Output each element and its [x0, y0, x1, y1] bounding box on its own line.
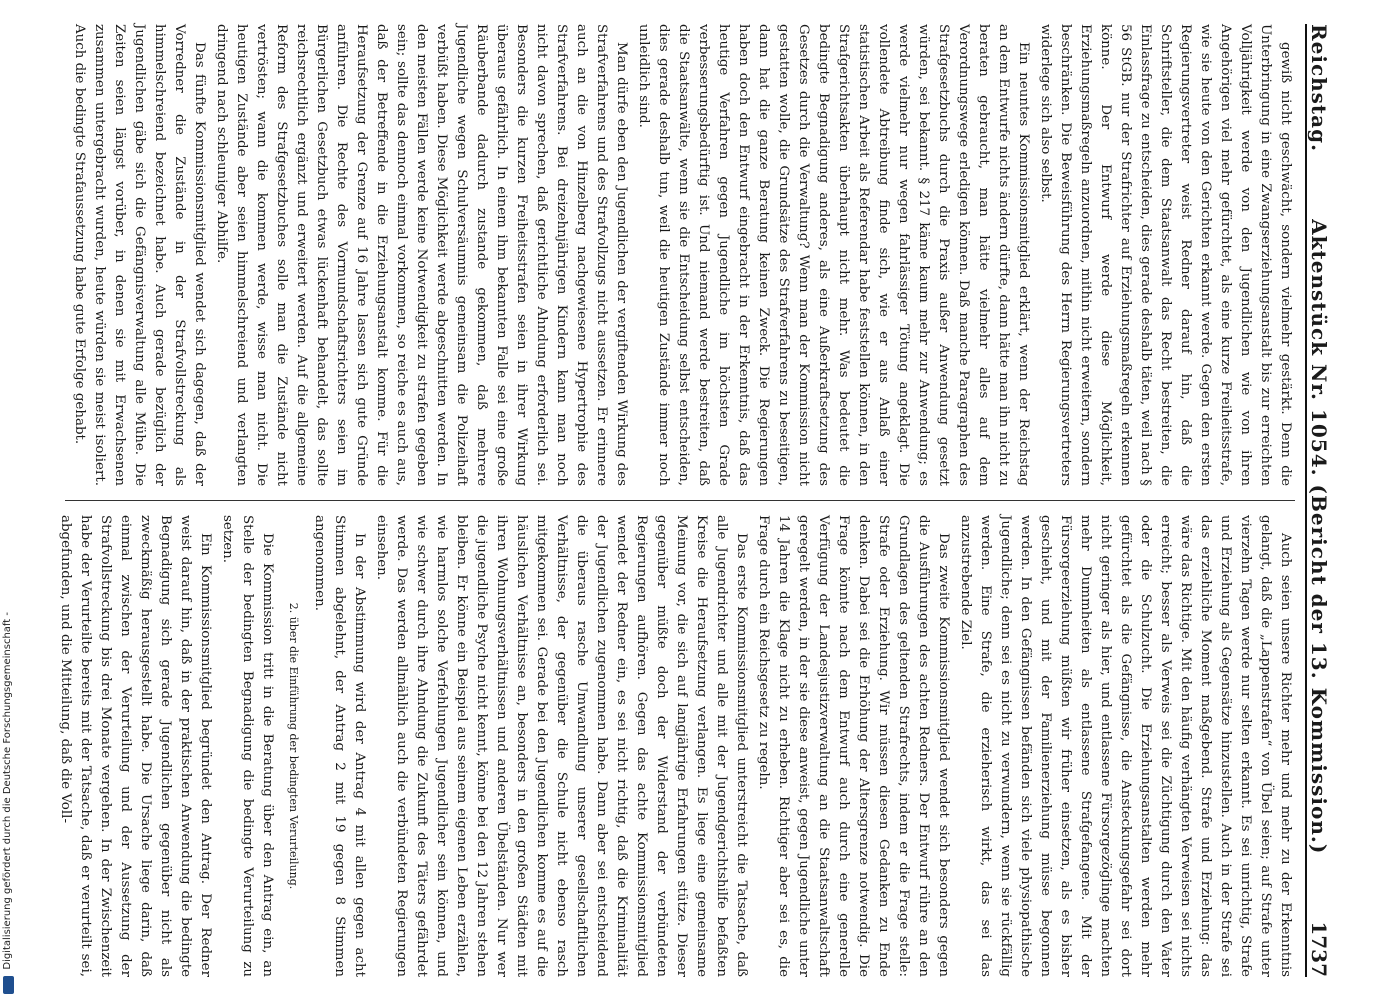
paragraph: gewiß nicht geschwächt, sondern vielmehr gestärkt. Denn die Unterbringung in eine Zwangserziehungsanstalt bis zur erreichten Volljährigkeit werde von den Jugendlichen wie von ihren Angehörigen viel mehr gefürchtet, als eine kurze Freiheitsstrafe, wie sie heute von den Gerichten erkannt werde. Gegen den ersten Regierungsvertreter weist Redner darauf hin, daß die Schriftsteller, die dem Staatsanwalt das Recht bestreiten, die Einlassfrage zu entscheiden, dies gerade deshalb täten, weil nach § 56 StGB. nur der Strafrichter auf Erziehungsmaßregeln erkennen könne. Der Entwurf werde diese Möglichkeit, Erziehungsmaßregeln anzuordnen, mithin nicht erweitern, sondern beschränken. Die Beweisführung des Herrn Regierungsvertreters widerlege sich also selbst. — [1038, 24, 1293, 486]
paragraph: Das zweite Kommissionsmitglied wendet sich besonders gegen die Ausführungen des achten Redners. Der Entwurf rühre an den Grundlagen des geltenden Strafrechts, indem er die Frage stelle: Strafe oder Erziehung. Wir müssen diesen Gedanken zu Ende denken. Dabei sei die Erhöhung der Altersgrenze notwendig. Die Frage könnte nach dem Entwurf auch durch eine generelle Verfügung der Landesjustizverwaltung an die Staatsanwaltschaft geregelt werden, in der sie diese anweist, gegen Jugendliche unter 14 Jahren die Klage nicht zu erheben. Richtiger aber sei es, die Frage durch ein Reichsgesetz zu regeln. — [756, 515, 951, 977]
header-center: Aktenstück Nr. 1054. (Bericht der 13. Kommission.) — [1307, 219, 1331, 855]
paragraph: Auch seien unsere Richter mehr und mehr zu der Erkenntnis gelangt, daß die „Lappenstrafen“ von Übel seien; auf Strafe unter vierzehn Tagen werde nur selten erkannt. Es sei unrichtig, Strafe und Erziehung als Gegensätze hinzustellen. Auch in der Strafe sei das erziehliche Moment maßgebend. Strafe und Erziehung: das wäre das Richtige. Mit den häufig verhängten Verweisen sei nichts erreicht; besser als Verweis sei die Züchtigung durch den Vater oder die Schulzucht. Die Erziehungsanstalten werden mehr gefürchtet als die Gefängnisse, die Ansteckungsgefahr sei dort nicht geringer als hier, und entlassene Fürsorgezöglinge machten mehr Dummheiten als entlassene Strafgefangene. Mit der Fürsorgeerziehung müßten wir früher einsetzen, als es bisher geschieht, und mit der Familienerziehung müsse begonnen werden. In den Gefängnissen befänden sich viele physiopathische Jugendliche; denn sei es nicht zu verwundern, wenn sie rückfällig werden. Eine Strafe, die erzieherisch wirkt, das sei das anzustrebende Ziel. — [958, 515, 1293, 977]
paragraph: Ein Kommissionsmitglied begründet den Antrag. Der Redner weist darauf hin, daß in der praktischen Anwendung die bedingte Begnadigung sich gerade Jugendlichen gegenüber nicht als zweckmäßig herausgestellt habe. Die Ursache liege darin, daß einmal zwischen der Verurteilung und der Aussetzung der Strafvollstreckung bis drei Monate vergehen. In der Zwischenzeit habe der Verurteilte bereits mit der Tatsache, daß er verurteilt sei, abgefunden, und die Mitteilung, daß die Voll- — [58, 515, 213, 977]
credit-strip — [0, 0, 16, 1000]
paragraph: Ein neuntes Kommissionsmitglied erklärt, wenn der Reichstag an dem Entwurfe nichts ändern dürfte, dann hätte man ihn nicht zu beraten gebraucht, man hätte vielmehr alles auf dem Verordnungswege erledigen können. Daß manche Paragraphen des Strafgesetzbuchs durch die Praxis außer Anwendung gesetzt würden, sei bekannt. § 217 käme kaum mehr zur Anwendung; es werde vielmehr nur wegen fahrlässiger Tötung angeklagt. Die vollendete Abtreibung finde sich, wie er aus Anlaß einer statistischen Arbeit als Referendar habe feststellen können, in den Strafgerichtsakten überhaupt nicht mehr. Was bedeutet die bedingte Begnadigung anderes, als eine Außerkraftsetzung des Gesetzes durch die Verwaltung? Wenn man der Kommission nicht gestatten wolle, die Grundsätze des Strafverfahrens zu beseitigen, dann hat die ganze Beratung keinen Zweck. Die Regierungen haben doch den Entwurf eingebracht in der Erkenntnis, daß das heutige Verfahren gegen Jugendliche im höchsten Grade verbesserungsbedürftig ist. Und niemand werde bestreiten, daß die Staatsanwälte, wenn sie die Entscheidung selbst entscheiden, dies gerade deshalb tun, weil die heutigen Zustände immer noch unleidlich sind. — [636, 24, 1031, 486]
rotated-document — [57, 18, 1347, 983]
paragraph: Das erste Kommissionsmitglied unterstreicht die Tatsache, daß alle Jugendrichter und alle mit der Jugendgerichtshilfe befaßten Kreise die Heraufsetzung verlangen. Es liege eine gemeinsame Meinung vor, die sich auf langjährige Erfahrungen stütze. Dieser gegenüber müßte doch der Widerstand der verbündeten Regierungen aufhören. Gegen das achte Kommissionsmitglied wendet der Redner ein, es sei nicht richtig, daß die Kriminalität der Jugendlichen zugenommen habe. Dann aber sei entscheidend die überaus rasche Umwandlung unserer gesellschaftlichen Verhältnisse, der gegenüber die Schule nicht ebenso rasch mitgekommen sei. Gerade bei den Jugendlichen komme es auf die häuslichen Verhältnisse an, besonders in den großen Städten mit ihren Wohnungsverhältnissen und anderen Übelständen. Nur wer die jugendliche Psyche nicht kennt, könne bei den 12 Jahren stehen bleiben. Er könne ein Beispiel aus seinem eigenen Leben erzählen, wie harmlos solche Verfehlungen Jugendlicher sein können, und wie schwer durch ihre Ahndung die Zukunft des Täters gefährdet werde. Das werden allmählich auch die verbündeten Regierungen einsehen. — [374, 515, 749, 977]
paragraph: Die Kommission tritt in die Beratung über den Antrag ein, an Stelle der bedingten Begnadigung die bedingte Verurteilung zu setzen. — [220, 515, 275, 977]
section-subheading: 2. über die Einführung der bedingten Verurteilung. — [287, 602, 300, 890]
header-left: Reichstag. — [1307, 24, 1331, 153]
paragraph: Man dürfe eben den Jugendlichen der vergiftenden Wirkung des Strafverfahrens und des Strafvollzugs nicht aussetzen. Er erinnere auch an die von Hinzelberg nachgewiesene Hypertrophie des Strafverfahrens. Bei dreizehnjährigen Kindern kann man noch nicht davon sprechen, daß gerichtliche Ahndung erforderlich sei. Besonders die kurzen Freiheitsstrafen seien in ihrer Wirkung überaus gefährlich. In einem ihm bekannten Falle sei eine große Räuberbande dadurch zustande gekommen, daß mehrere Jugendliche wegen Schulversäumnis gemeinsam die Polizeihaft verbüßt haben. Diese Möglichkeit werde abgeschnitten werden. In den meisten Fällen werde keine Notwendigkeit zu strafen gegeben sein; sollte das dennoch einmal vorkommen, so reiche es auch aus, daß der Betreffende in die Erziehungsanstalt komme. Für die Heraufsetzung der Grenze auf 16 Jahre lassen sich gute Gründe anführen. Die Rechte des Vormundschaftsrichters seien im Bürgerlichen Gesetzbuch etwas lückenhaft behandelt, das sollte reichsrechtlich ergänzt und erweitert werden. Auf die allgemeine Reform des Strafgesetzbuches solle man die Zustände nicht vertrösten; wann die kommen werde, wisse man nicht. Die heutigen Zustände aber seien himmelschreiend und verlangten dringend nach schleuniger Abhilfe. — [214, 24, 629, 486]
dfg-logo-icon — [3, 976, 14, 994]
page-header — [1305, 24, 1347, 977]
credit-text: Digitalisierung gefördert durch die Deutsche Forschungsgemeinschaft - — [2, 612, 13, 970]
paragraph: Das fünfte Kommissionsmitglied wendet sich dagegen, daß der Vorredner die Zustände in der Strafvollstreckung als himmelschreiend bezeichnet habe. Auch gerade bezüglich der Jugendlichen gäbe sich die Gefängnisverwaltung alle Mühe. Die Zeiten seien längst vorüber, in denen sie mit Erwachsenen zusammen untergebracht wurden, heute würden sie meist isoliert. Auch die bedingte Strafaussetzung habe gute Erfolge gehabt. — [72, 24, 207, 486]
paragraph: In der Abstimmung wird der Antrag 4 mit allen gegen acht Stimmen abgelehnt, der Antrag 2 mit 19 gegen 8 Stimmen angenommen. — [312, 515, 367, 977]
scanned-page — [22, 0, 1383, 1000]
column-divider — [65, 500, 1295, 501]
text-columns — [58, 24, 1295, 977]
column-right — [58, 515, 1295, 977]
column-left — [65, 24, 1295, 486]
page-number: 1737 — [1307, 921, 1331, 977]
